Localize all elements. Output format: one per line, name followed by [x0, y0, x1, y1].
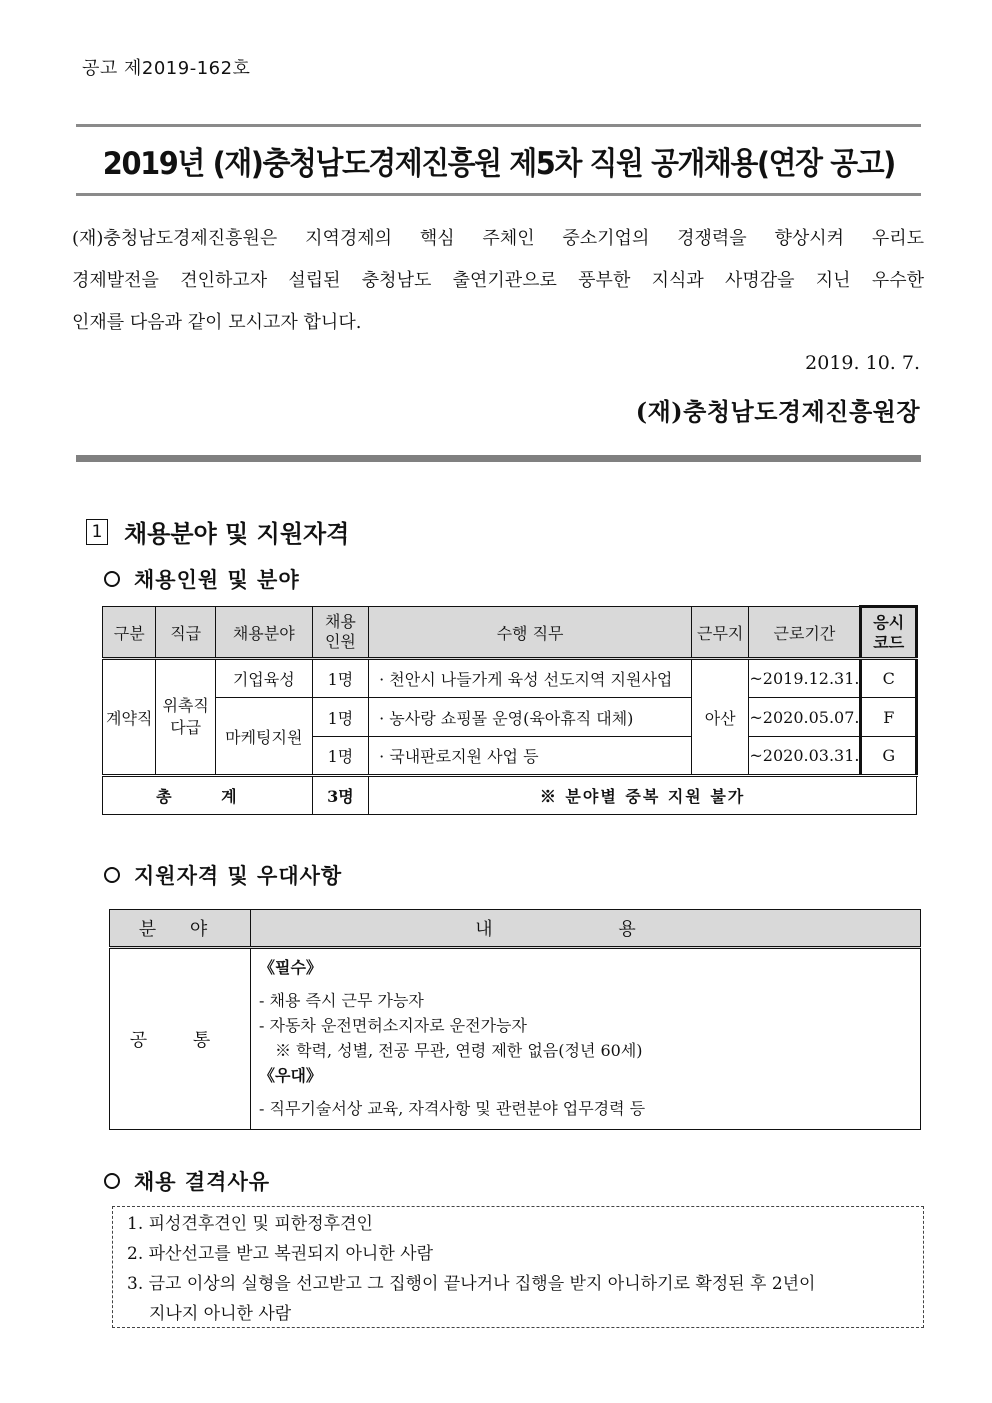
section-number-box: 1 — [86, 519, 108, 545]
disqualification-box — [112, 1206, 924, 1328]
list-item: - 직무기술서상 교육, 자격사항 및 관련분야 업무경력 등 — [259, 1099, 646, 1118]
cell-total-note: ※ 분야별 중복 지원 불가 — [369, 776, 917, 815]
section-title: 채용분야 및 지원자격 — [124, 520, 350, 548]
cell-grade: 위촉직 다급 — [156, 659, 215, 776]
cell-total-count: 3명 — [312, 776, 368, 815]
cell-duty: · 천안시 나들가게 육성 선도지역 지원사업 — [369, 659, 692, 698]
cell-period: ~2020.05.07. — [749, 698, 861, 737]
col-header-content: 내 용 — [251, 910, 921, 948]
required-title: 《필수》 — [259, 958, 322, 977]
recruitment-table — [102, 605, 918, 815]
required-note: ※ 학력, 성별, 전공 무관, 연령 제한 없음(정년 60세) — [275, 1041, 643, 1060]
col-header-category: 분 야 — [110, 910, 251, 948]
subheading-disqualification — [104, 1166, 270, 1196]
col-header-location: 근무지 — [691, 607, 748, 659]
table-row — [110, 948, 921, 1130]
list-item-continued: 지나지 아니한 사람 — [149, 1304, 292, 1324]
list-item: - 채용 즉시 근무 가능자 — [259, 991, 424, 1010]
section-heading — [86, 514, 349, 549]
list-item: 2. 파산선고를 받고 복권되지 아니한 사람 — [127, 1244, 433, 1264]
intro-line: (재)충청남도경제진흥원은 지역경제의 핵심 주체인 중소기업의 경쟁력을 향상시켜 우리도 — [72, 228, 924, 249]
cell-location: 아산 — [691, 659, 748, 776]
circle-bullet-icon — [104, 1173, 120, 1189]
subheading-qualification — [104, 860, 342, 890]
circle-bullet-icon — [104, 571, 120, 587]
list-item: 1. 피성견후견인 및 피한정후견인 — [127, 1214, 373, 1234]
cell-duty: · 국내판로지원 사업 등 — [369, 737, 692, 776]
subheading-text: 채용 결격사유 — [134, 1169, 271, 1194]
col-header-code: 응시 코드 — [861, 607, 917, 659]
cell-code: F — [861, 698, 917, 737]
col-header-duty: 수행 직무 — [369, 607, 692, 659]
cell-field: 기업육성 — [215, 659, 312, 698]
cell-field: 마케팅지원 — [215, 698, 312, 776]
table-row — [103, 659, 917, 698]
divider — [76, 455, 921, 462]
cell-count: 1명 — [312, 659, 368, 698]
cell-common-label: 공 통 — [110, 948, 251, 1130]
issuer: (재)충청남도경제진흥원장 — [635, 397, 920, 426]
subheading-recruitment — [104, 564, 300, 594]
col-header-type: 구분 — [103, 607, 156, 659]
cell-content — [251, 948, 921, 1130]
cell-code: G — [861, 737, 917, 776]
cell-code: C — [861, 659, 917, 698]
total-row — [103, 776, 917, 815]
notice-date: 2019. 10. 7. — [805, 352, 920, 374]
col-header-grade: 직급 — [156, 607, 215, 659]
cell-type: 계약직 — [103, 659, 156, 776]
cell-duty: · 농사랑 쇼핑몰 운영(육아휴직 대체) — [369, 698, 692, 737]
cell-period: ~2019.12.31. — [749, 659, 861, 698]
preferred-title: 《우대》 — [259, 1066, 322, 1085]
intro-line: 인재를 다음과 같이 모시고자 합니다. — [72, 312, 362, 333]
col-header-count: 채용 인원 — [312, 607, 368, 659]
subheading-text: 채용인원 및 분야 — [134, 567, 300, 592]
cell-total-label: 총 계 — [103, 776, 313, 815]
circle-bullet-icon — [104, 867, 120, 883]
list-item: - 자동차 운전면허소지자로 운전가능자 — [259, 1016, 527, 1035]
col-header-field: 채용분야 — [215, 607, 312, 659]
qualification-table — [109, 909, 921, 1130]
page-title: 2019년 (재)충청남도경제진흥원 제5차 직원 공개채용(연장 공고) — [102, 145, 895, 182]
cell-count: 1명 — [312, 737, 368, 776]
cell-count: 1명 — [312, 698, 368, 737]
intro-line: 경제발전을 견인하고자 설립된 충청남도 출연기관으로 풍부한 지식과 사명감을 지닌 우수한 — [72, 270, 924, 291]
notice-number: 공고 제2019-162호 — [82, 58, 251, 79]
col-header-period: 근로기간 — [749, 607, 861, 659]
cell-period: ~2020.03.31. — [749, 737, 861, 776]
table-row — [103, 698, 917, 737]
list-item: 3. 금고 이상의 실형을 선고받고 그 집행이 끝나거나 집행을 받지 아니하기로 확정된 후 2년이 — [127, 1274, 816, 1294]
title-box — [76, 124, 921, 196]
intro-paragraph — [72, 218, 924, 344]
subheading-text: 지원자격 및 우대사항 — [134, 863, 343, 888]
